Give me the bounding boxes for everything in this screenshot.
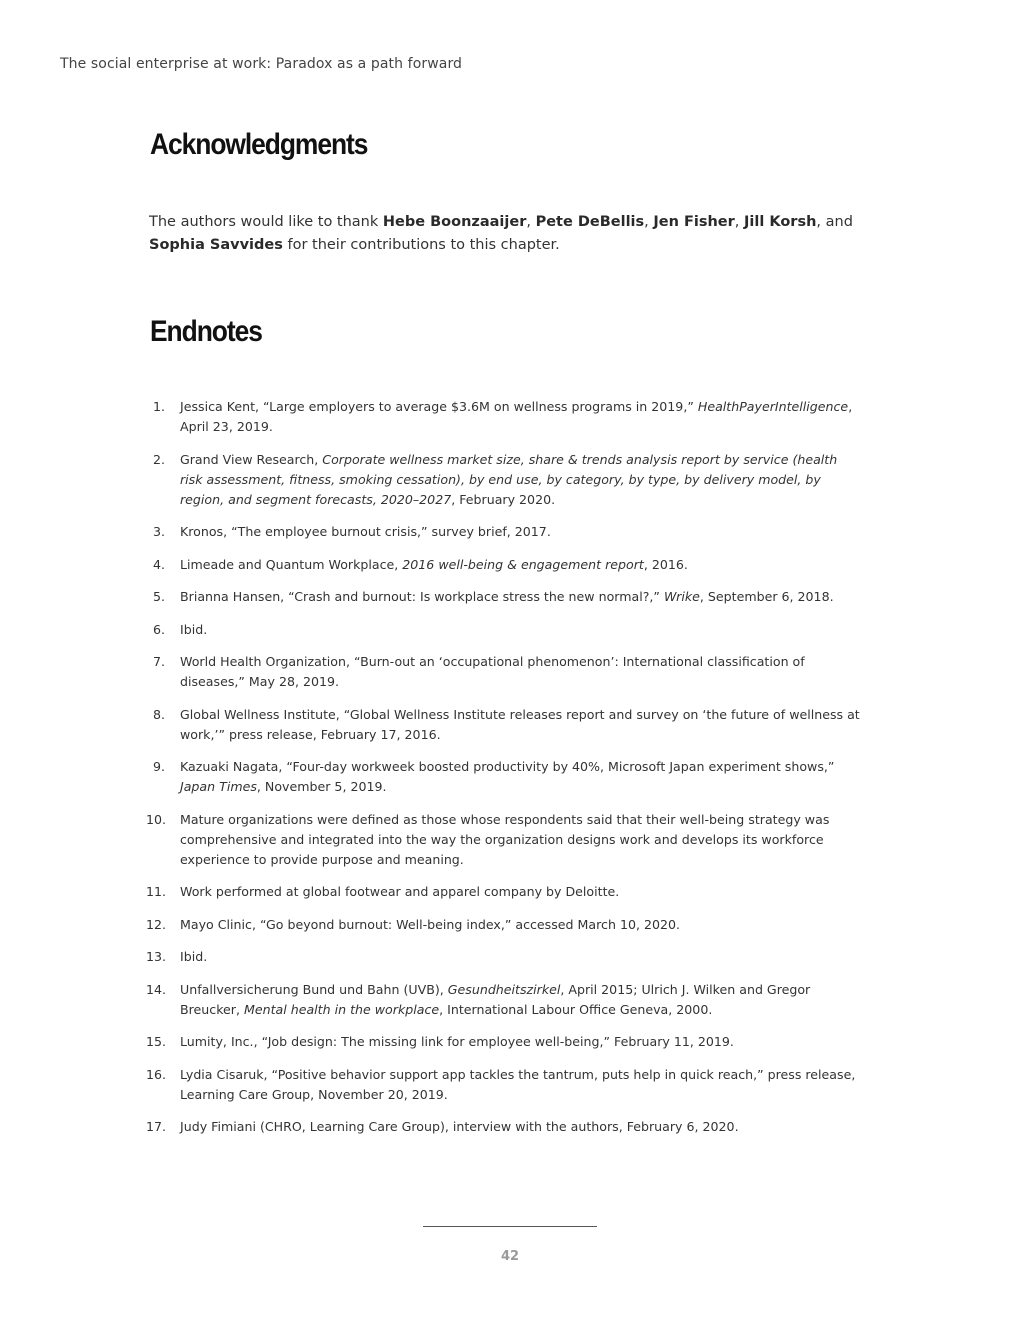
endnote-number: 12. xyxy=(145,916,166,932)
endnote-number: 7. xyxy=(152,654,165,669)
acknowledgments-paragraph xyxy=(149,211,861,257)
endnote-italic: 2016 well-being & engagement report xyxy=(402,556,644,572)
endnote-16 xyxy=(145,1065,862,1105)
endnote-number: 14. xyxy=(145,981,166,997)
endnote-text: Judy Fimiani (CHRO, Learning Care Group), interview with the authors, February 6, 2020. xyxy=(180,1119,739,1134)
endnote-number: 10. xyxy=(145,811,166,827)
endnote-12 xyxy=(145,915,862,935)
ack-sep-1: , xyxy=(526,214,536,230)
endnote-italic: Japan Times xyxy=(180,779,257,794)
endnote-number: 15. xyxy=(145,1034,166,1049)
ack-name-1: Hebe Boonzaaijer xyxy=(382,214,527,230)
footer-divider xyxy=(423,1226,597,1227)
endnotes-list xyxy=(145,397,862,1150)
ack-intro: The authors would like to thank xyxy=(149,214,383,230)
endnote-text: Kronos, “The employee burnout crisis,” survey brief, 2017. xyxy=(180,524,551,539)
endnote-3 xyxy=(150,522,862,542)
endnote-number: 9. xyxy=(152,759,165,774)
endnote-number: 2. xyxy=(152,451,165,467)
endnote-1 xyxy=(150,397,862,437)
endnote-15 xyxy=(145,1032,862,1052)
endnote-text-tail: , April 23, 2019. xyxy=(180,399,853,434)
endnote-italic: Corporate wellness market size, share & trends analysis report by service (health risk assessment, fitness, smoking cessation), by end use, by category, by type, by delivery model, by region, and segment forecasts, 2020–2027 xyxy=(180,451,838,507)
endnote-number: 11. xyxy=(145,884,166,899)
endnote-text: Kazuaki Nagata, “Four-day workweek boosted productivity by 40%, Microsoft Japan experiment shows,” xyxy=(180,759,835,774)
endnote-6 xyxy=(150,620,862,640)
endnote-text: Brianna Hansen, “Crash and burnout: Is workplace stress the new normal?,” xyxy=(180,589,664,604)
endnote-text: Global Wellness Institute, “Global Wellness Institute releases report and survey on ‘the future of wellness at work,’” press release, February 17, 2016. xyxy=(180,706,860,742)
endnote-text-tail: , September 6, 2018. xyxy=(699,589,834,604)
endnote-italic: HealthPayerIntelligence xyxy=(697,399,849,414)
endnote-17 xyxy=(145,1117,862,1137)
ack-sep-and: , and xyxy=(816,214,853,230)
ack-outro: for their contributions to this chapter. xyxy=(282,237,560,253)
endnote-number: 5. xyxy=(152,589,165,604)
endnote-text: Lumity, Inc., “Job design: The missing link for employee well-being,” February 11, 2019. xyxy=(180,1034,734,1049)
running-header: The social enterprise at work: Paradox as a path forward xyxy=(60,56,463,72)
ack-name-4: Jill Korsh xyxy=(744,214,817,230)
acknowledgments-heading: Acknowledgments xyxy=(150,128,368,161)
endnote-text-tail: , International Labour Office Geneva, 2000. xyxy=(439,1001,713,1017)
endnote-text: Work performed at global footwear and apparel company by Deloitte. xyxy=(180,884,620,899)
endnote-number: 17. xyxy=(145,1119,166,1134)
ack-sep-3: , xyxy=(734,214,745,230)
endnote-text: Ibid. xyxy=(180,949,208,964)
endnote-text: Limeade and Quantum Workplace, xyxy=(180,556,403,572)
ack-sep-2: , xyxy=(644,214,654,230)
endnote-text: Lydia Cisaruk, “Positive behavior support app tackles the tantrum, puts help in quick reach,” press release, Learning Care Group, November 20, 2019. xyxy=(180,1066,856,1102)
endnote-text-tail: , November 5, 2019. xyxy=(256,779,387,794)
endnote-italic-2: Mental health in the workplace xyxy=(243,1001,440,1017)
endnote-text-mid: , April 2015; Ulrich J. Wilken and Gregor Breucker, xyxy=(180,981,811,1017)
endnote-text: Mature organizations were defined as those whose respondents said that their well-being strategy was comprehensive and integrated into the way the organization designs work and develops its workforce experience to provide purpose and meaning. xyxy=(180,811,830,867)
endnote-4 xyxy=(150,555,862,575)
endnote-number: 4. xyxy=(152,556,165,572)
ack-name-5: Sophia Savvides xyxy=(149,237,283,253)
endnote-number: 3. xyxy=(152,524,165,539)
endnote-number: 8. xyxy=(152,706,165,722)
endnote-8 xyxy=(150,705,862,745)
endnote-9 xyxy=(150,757,862,797)
endnote-number: 16. xyxy=(145,1066,166,1082)
endnote-5 xyxy=(150,587,862,607)
endnote-text: Grand View Research, xyxy=(180,451,323,467)
endnote-text-tail: , February 2020. xyxy=(451,491,556,507)
ack-name-3: Jen Fisher xyxy=(653,214,735,230)
endnote-number: 13. xyxy=(145,949,166,964)
endnote-text: Mayo Clinic, “Go beyond burnout: Well-being index,” accessed March 10, 2020. xyxy=(180,916,681,932)
endnote-number: 1. xyxy=(152,399,165,414)
endnote-text: World Health Organization, “Burn-out an ‘occupational phenomenon’: International classification of diseases,” May 28, 2019. xyxy=(180,654,805,689)
endnote-text: Ibid. xyxy=(180,621,208,637)
endnote-number: 6. xyxy=(152,621,165,637)
endnote-14 xyxy=(145,980,862,1020)
endnote-italic: Gesundheitszirkel xyxy=(447,981,561,997)
endnotes-heading: Endnotes xyxy=(150,315,262,348)
endnote-text: Jessica Kent, “Large employers to average $3.6M on wellness programs in 2019,” xyxy=(180,399,698,414)
endnote-text: Unfallversicherung Bund und Bahn (UVB), xyxy=(180,981,448,997)
endnote-13 xyxy=(145,947,862,967)
endnote-text-tail: , 2016. xyxy=(643,556,688,572)
endnote-7 xyxy=(150,652,862,692)
ack-name-2: Pete DeBellis xyxy=(535,214,645,230)
endnote-11 xyxy=(145,882,862,902)
endnote-italic: Wrike xyxy=(663,589,700,604)
page-number: 42 xyxy=(500,1249,520,1264)
endnote-2 xyxy=(150,450,862,510)
endnote-10 xyxy=(145,810,862,870)
